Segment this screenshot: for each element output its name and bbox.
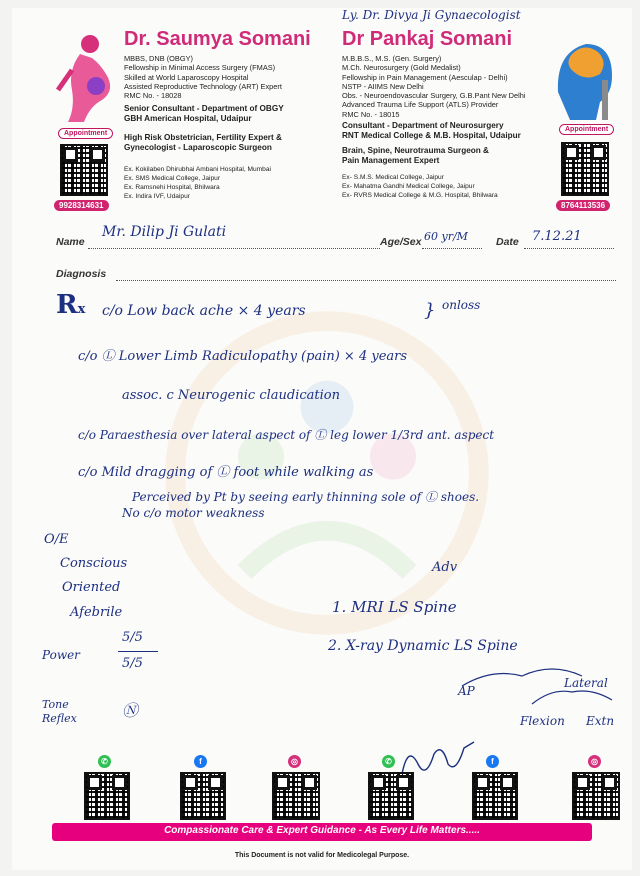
referral-note: Ly. Dr. Divya Ji Gynaecologist [342,8,521,22]
left-role: Senior Consultant - Department of OBGY GBH American Hospital, Udaipur [124,104,284,124]
right-specialty: Brain, Spine, Neurotrauma Surgeon & Pain Management Expert [342,146,489,166]
xray-view-arrows [452,648,622,718]
power-divider [118,651,158,652]
xray-view-ap: AP [458,684,475,698]
right-appointment-label: Appointment [559,124,614,135]
exam-oriented: Oriented [62,580,121,595]
right-appointment-qr[interactable] [561,142,609,196]
complaint-5: c/o Mild dragging of Ⓛ foot while walking as [78,465,374,480]
left-qualifications: MBBS, DNB (OBGY) Fellowship in Minimal Access Surgery (FMAS) Skilled at World Laparoscopy Hospital Assisted Reproductive Technology (ART) Expert RMC No. - 18028 [124,54,282,101]
visit-date: 7.12.21 [532,229,582,244]
right-phone[interactable]: 8764113536 [556,200,610,211]
xray-view-extn: Extn [586,714,615,728]
left-phone[interactable]: 9928314631 [54,200,109,211]
name-line [88,248,380,249]
advice-1: 1. MRI LS Spine [332,598,457,616]
reflex-label: Tone Reflex [42,698,77,725]
complaint-onset: onloss [442,298,481,312]
bracket: } [424,300,436,321]
patient-name: Mr. Dilip Ji Gulati [102,224,227,240]
right-role: Consultant - Department of Neurosurgery RNT Medical College & M.B. Hospital, Udaipur [342,121,521,141]
exam-title: O/E [44,532,69,547]
patient-agesex: 60 yr/M [424,230,468,243]
right-experience: Ex- S.M.S. Medical College, Jaipur Ex- Mahatma Gandhi Medical College, Jaipur Ex- RVRS Medical College & M.G. Hospital, Bhilwara [342,174,498,200]
complaint-7: No c/o motor weakness [122,506,265,520]
right-qualifications: M.B.B.S., M.S. (Gen. Surgery) M.Ch. Neurosurgery (Gold Medalist) Fellowship in Pain Management (Aesculap - Delhi) NSTP - AIIMS New Delhi Obs. - Neuroendovascular Surgery, G.B.Pant New Delhi Advanced Trauma Life Support (ATLS) Provider RMC No. - 18015 [342,54,526,119]
whatsapp-qr-left[interactable] [84,772,130,820]
pregnancy-logo [50,30,120,125]
left-appointment-label: Appointment [58,128,113,139]
rx-symbol: Rx [56,290,86,320]
power-label: Power [42,648,80,662]
left-experience: Ex. Kokilaben Dhirubhai Ambani Hospital, Mumbai Ex. SMS Medical College, Jaipur Ex. Ramsnehi Hospital, Bhilwara Ex. Indira IVF, Udaipur [124,166,271,201]
advice-title: Adv [432,560,458,575]
power-value-1: 5/5 [122,630,143,645]
complaint-6: Perceived by Pt by seeing early thinning sole of Ⓛ shoes. [132,490,480,504]
xray-view-lateral: Lateral [564,676,608,690]
agesex-line [422,248,482,249]
whatsapp-qr-right[interactable] [368,772,414,820]
instagram-qr-left[interactable] [272,772,320,820]
instagram-icon[interactable]: ◎ [288,755,301,768]
date-line [524,248,614,249]
facebook-qr-left[interactable] [180,772,226,820]
left-doctor-name: Dr. Saumya Somani [124,28,311,50]
complaint-1: c/o Low back ache × 4 years [102,303,306,319]
xray-view-flexion: Flexion [520,714,565,728]
name-label: Name [56,236,85,248]
facebook-icon-right[interactable]: f [486,755,499,768]
left-appointment-qr[interactable] [60,144,108,196]
left-specialty: High Risk Obstetrician, Fertility Expert & Gynecologist - Laparoscopic Surgeon [124,133,282,153]
agesex-label: Age/Sex [380,236,422,248]
facebook-qr-right[interactable] [472,772,518,820]
advice-2: 2. X-ray Dynamic LS Spine [328,638,518,654]
whatsapp-icon[interactable]: ✆ [98,755,111,768]
right-doctor-name: Dr Pankaj Somani [342,28,513,50]
complaint-4: c/o Paraesthesia over lateral aspect of Ⓛ leg lower 1/3rd ant. aspect [78,428,495,442]
disclaimer: This Document is not valid for Medicolegal Purpose. [234,852,410,859]
brain-spine-logo [550,32,620,124]
footer-tagline: Compassionate Care & Expert Guidance - As Every Life Matters..... [164,825,480,836]
diagnosis-line [116,280,616,281]
exam-afebrile: Afebrile [70,605,123,620]
reflex-value: Ⓝ [122,701,139,720]
diagnosis-label: Diagnosis [56,268,107,280]
exam-conscious: Conscious [60,556,128,571]
date-label: Date [496,236,519,248]
facebook-icon[interactable]: f [194,755,207,768]
whatsapp-icon-right[interactable]: ✆ [382,755,395,768]
instagram-qr-right[interactable] [572,772,620,820]
complaint-2: c/o Ⓛ Lower Limb Radiculopathy (pain) × 4 years [78,349,408,364]
complaint-3: assoc. c Neurogenic claudication [122,388,340,403]
power-value-2: 5/5 [122,656,143,671]
instagram-icon-right[interactable]: ◎ [588,755,601,768]
prescription-page [12,8,632,870]
